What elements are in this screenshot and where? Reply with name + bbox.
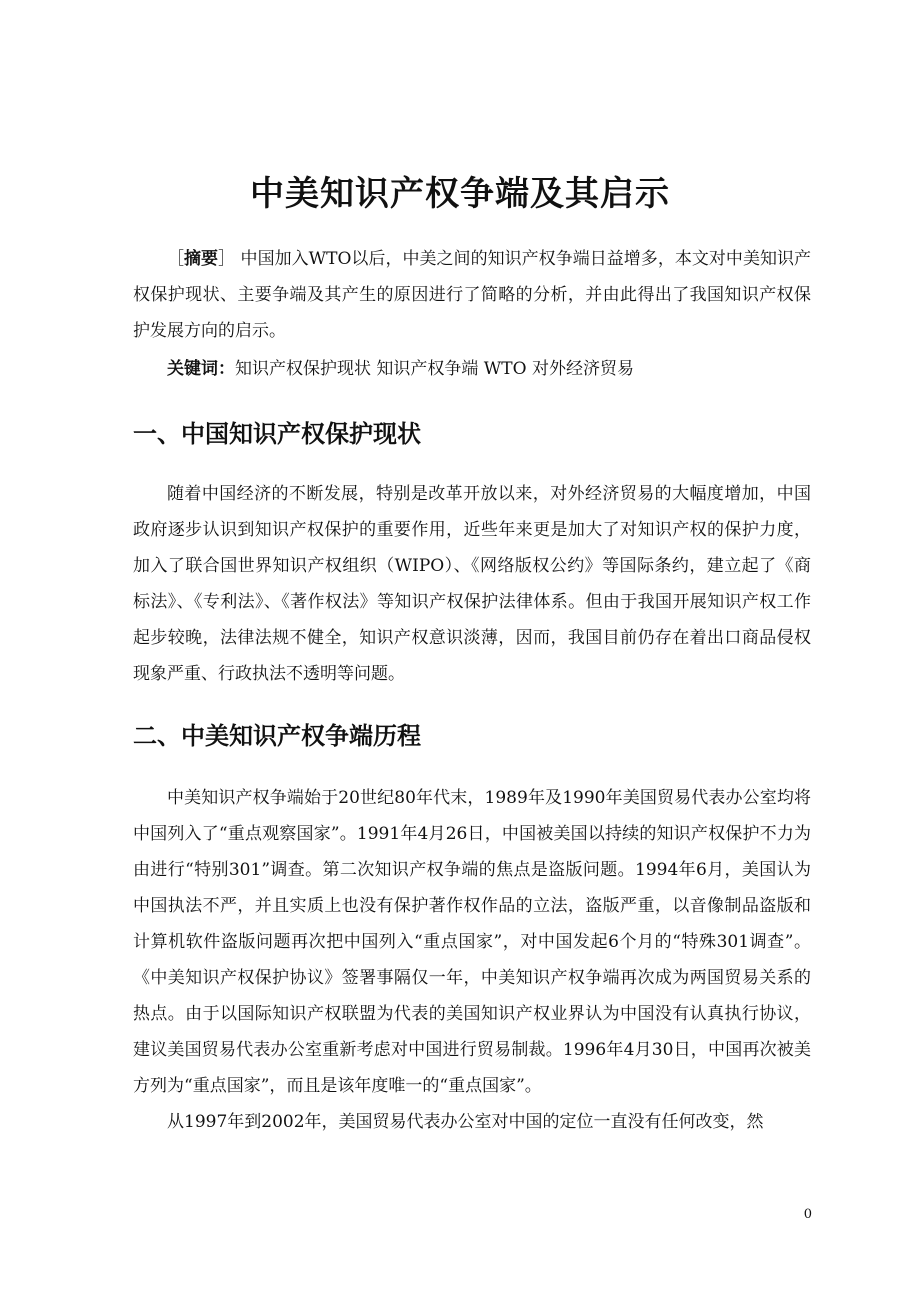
keywords-text: 知识产权保护现状 知识产权争端 WTO 对外经济贸易 — [235, 359, 634, 379]
abstract-text: 中国加入WTO以后，中美之间的知识产权争端日益增多，本文对中美知识产权保护现状、主要争端及其产生的原因进行了简略的分析，并由此得出了我国知识产权保护发展方向的启示。 — [133, 249, 812, 341]
abstract-block — [133, 241, 811, 349]
keywords-label: 关键词： — [167, 359, 235, 379]
section2-body — [133, 780, 811, 1140]
section1-body — [133, 476, 811, 692]
section2-paragraph-1: 中美知识产权争端始于20世纪80年代末，1989年及1990年美国贸易代表办公室均将中国列入了“重点观察国家”。1991年4月26日，中国被美国以持续的知识产权保护不力为由进行“特别301”调查。第二次知识产权争端的焦点是盗版问题。1994年6月，美国认为中国执法不严，并且实质上也没有保护著作权作品的立法，盗版严重，以音像制品盗版和计算机软件盗版问题再次把中国列入“重点国家”，对中国发起6个月的“特殊301调查”。《中美知识产权保护协议》签署事隔仅一年，中美知识产权争端再次成为两国贸易关系的热点。由于以国际知识产权联盟为代表的美国知识产权业界认为中国没有认真执行协议，建议美国贸易代表办公室重新考虑对中国进行贸易制裁。1996年4月30日，中国再次被美方列为“重点国家”，而且是该年度唯一的“重点国家”。 — [133, 788, 811, 1096]
abstract-bracket-open: ［ — [167, 249, 185, 269]
document-title: 中美知识产权争端及其启示 — [250, 174, 670, 214]
keywords-line — [133, 351, 845, 387]
section2-heading: 二、中美知识产权争端历程 — [133, 722, 421, 750]
abstract-paragraph — [133, 241, 811, 349]
section2-paragraph-2: 从1997年到2002年，美国贸易代表办公室对中国的定位一直没有任何改变，然 — [167, 1112, 764, 1132]
section1-paragraph: 随着中国经济的不断发展，特别是改革开放以来，对外经济贸易的大幅度增加，中国政府逐步认识到知识产权保护的重要作用，近些年来更是加大了对知识产权的保护力度，加入了联合国世界知识产权组织（WIPO）、《网络版权公约》等国际条约，建立起了《商标法》、《专利法》、《著作权法》等知识产权保护法律体系。但由于我国开展知识产权工作起步较晚，法律法规不健全，知识产权意识淡薄，因而，我国目前仍存在着出口商品侵权现象严重、行政执法不透明等问题。 — [133, 484, 811, 684]
abstract-label: 摘要 — [184, 249, 219, 269]
abstract-bracket-close: ］ — [218, 249, 236, 269]
page-number: 0 — [803, 1207, 812, 1222]
section1-heading: 一、中国知识产权保护现状 — [133, 420, 421, 448]
